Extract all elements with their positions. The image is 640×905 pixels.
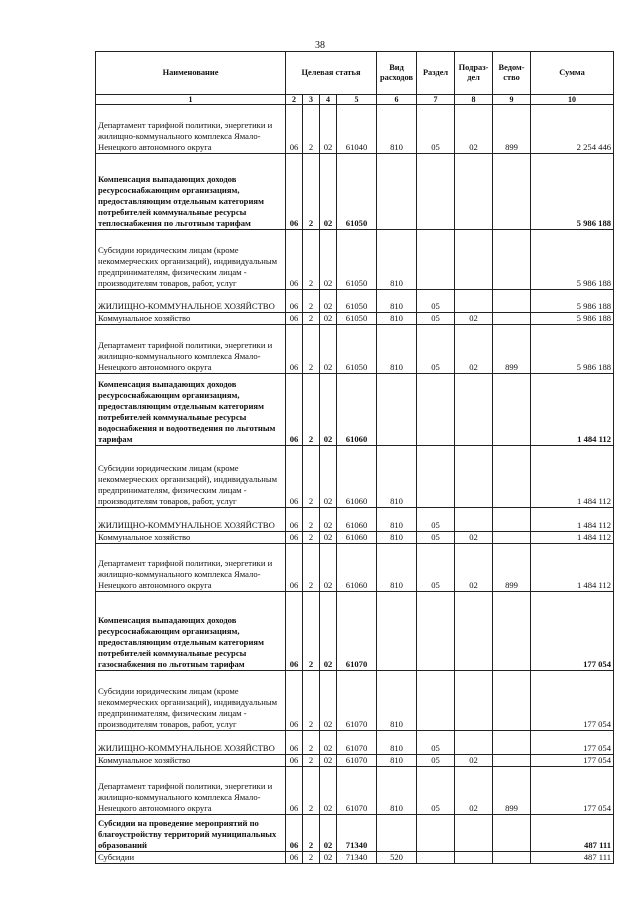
row-target-code-4: 61070 (337, 731, 377, 755)
page-number: 38 (315, 40, 325, 51)
row-name: Коммунальное хозяйство (96, 532, 286, 544)
column-number: 7 (417, 95, 455, 105)
row-section: 05 (417, 325, 455, 374)
row-name: Субсидии на проведение мероприятий по благоустройству территорий муниципальных образований (96, 815, 286, 852)
row-subsection: 02 (455, 105, 493, 154)
row-target-code-4: 61060 (337, 446, 377, 508)
row-subsection: 02 (455, 755, 493, 767)
column-number: 9 (493, 95, 531, 105)
row-department (493, 815, 531, 852)
row-amount: 5 986 188 (531, 230, 614, 290)
table-row (96, 325, 614, 374)
row-target-code-1: 06 (286, 154, 303, 230)
row-target-code-1: 06 (286, 544, 303, 592)
row-target-code-1: 06 (286, 671, 303, 731)
table-row (96, 544, 614, 592)
row-target-code-3: 02 (320, 325, 337, 374)
row-target-code-1: 06 (286, 230, 303, 290)
row-target-code-2: 2 (303, 767, 320, 815)
row-subsection (455, 852, 493, 864)
row-target-code-4: 61060 (337, 532, 377, 544)
row-target-code-3: 02 (320, 815, 337, 852)
table-row (96, 230, 614, 290)
row-amount: 2 254 446 (531, 105, 614, 154)
row-expense-type: 810 (377, 290, 417, 313)
row-target-code-1: 06 (286, 755, 303, 767)
row-section (417, 230, 455, 290)
row-subsection (455, 592, 493, 671)
row-target-code-1: 06 (286, 290, 303, 313)
row-name: Компенсация выпадающих доходов ресурсоснабжающим организациям, предоставляющим отдельным категориям потребителей коммунальные ресурсы теплоснабжения по льготным тарифам (96, 154, 286, 230)
row-target-code-1: 06 (286, 767, 303, 815)
row-target-code-1: 06 (286, 105, 303, 154)
row-target-code-3: 02 (320, 290, 337, 313)
row-target-code-2: 2 (303, 290, 320, 313)
column-number: 2 (286, 95, 303, 105)
row-name: Департамент тарифной политики, энергетики и жилищно-коммунального комплекса Ямало-Ненецкого автономного округа (96, 325, 286, 374)
table-row (96, 671, 614, 731)
row-expense-type: 810 (377, 767, 417, 815)
row-target-code-2: 2 (303, 592, 320, 671)
row-name: Департамент тарифной политики, энергетики и жилищно-коммунального комплекса Ямало-Ненецкого автономного округа (96, 767, 286, 815)
row-subsection: 02 (455, 313, 493, 325)
row-name: Департамент тарифной политики, энергетики и жилищно-коммунального комплекса Ямало-Ненецкого автономного округа (96, 544, 286, 592)
row-target-code-2: 2 (303, 671, 320, 731)
row-section (417, 815, 455, 852)
row-target-code-4: 61070 (337, 592, 377, 671)
row-target-code-3: 02 (320, 532, 337, 544)
row-target-code-2: 2 (303, 325, 320, 374)
row-target-code-1: 06 (286, 508, 303, 532)
row-expense-type: 520 (377, 852, 417, 864)
row-section (417, 852, 455, 864)
row-target-code-4: 61050 (337, 290, 377, 313)
row-section: 05 (417, 544, 455, 592)
row-section: 05 (417, 508, 455, 532)
row-amount: 5 986 188 (531, 313, 614, 325)
row-department (493, 508, 531, 532)
row-subsection: 02 (455, 532, 493, 544)
row-target-code-1: 06 (286, 852, 303, 864)
table-row (96, 592, 614, 671)
row-department (493, 446, 531, 508)
row-subsection: 02 (455, 325, 493, 374)
row-section (417, 446, 455, 508)
header-row (96, 52, 614, 95)
row-target-code-2: 2 (303, 508, 320, 532)
row-target-code-3: 02 (320, 446, 337, 508)
column-number: 3 (303, 95, 320, 105)
row-amount: 177 054 (531, 592, 614, 671)
row-section: 05 (417, 313, 455, 325)
column-number: 5 (337, 95, 377, 105)
row-name: Департамент тарифной политики, энергетики и жилищно-коммунального комплекса Ямало-Ненецкого автономного округа (96, 105, 286, 154)
table-row (96, 374, 614, 446)
row-target-code-4: 61050 (337, 230, 377, 290)
table-row (96, 767, 614, 815)
row-department (493, 852, 531, 864)
header-target-article: Целевая статья (286, 52, 377, 95)
table-row (96, 105, 614, 154)
row-target-code-2: 2 (303, 154, 320, 230)
row-name: Субсидии (96, 852, 286, 864)
row-target-code-4: 61050 (337, 325, 377, 374)
row-section: 05 (417, 532, 455, 544)
row-target-code-4: 61070 (337, 767, 377, 815)
row-amount: 1 484 112 (531, 446, 614, 508)
column-number: 8 (455, 95, 493, 105)
row-target-code-2: 2 (303, 374, 320, 446)
row-name: Субсидии юридическим лицам (кроме некоммерческих организаций), индивидуальным предпринимателям, физическим лицам - производителям товаров, работ, услуг (96, 230, 286, 290)
row-target-code-2: 2 (303, 313, 320, 325)
row-subsection (455, 230, 493, 290)
row-subsection (455, 290, 493, 313)
header-department: Ведом-ство (493, 52, 531, 95)
row-target-code-3: 02 (320, 154, 337, 230)
row-target-code-2: 2 (303, 755, 320, 767)
row-target-code-3: 02 (320, 313, 337, 325)
row-target-code-1: 06 (286, 532, 303, 544)
table-row (96, 532, 614, 544)
table-row (96, 815, 614, 852)
row-target-code-4: 61070 (337, 755, 377, 767)
row-department (493, 592, 531, 671)
row-amount: 5 986 188 (531, 325, 614, 374)
row-department: 899 (493, 767, 531, 815)
row-section (417, 592, 455, 671)
row-target-code-4: 61050 (337, 313, 377, 325)
row-target-code-2: 2 (303, 544, 320, 592)
row-name: Компенсация выпадающих доходов ресурсоснабжающим организациям, предоставляющим отдельным категориям потребителей коммунальные ресурсы водоснабжения и водоотведения по льготным тарифам (96, 374, 286, 446)
row-target-code-2: 2 (303, 446, 320, 508)
row-target-code-2: 2 (303, 230, 320, 290)
table-row (96, 731, 614, 755)
row-expense-type: 810 (377, 532, 417, 544)
row-subsection (455, 154, 493, 230)
column-number: 1 (96, 95, 286, 105)
row-target-code-4: 61060 (337, 374, 377, 446)
row-section: 05 (417, 755, 455, 767)
row-amount: 177 054 (531, 767, 614, 815)
row-target-code-1: 06 (286, 731, 303, 755)
row-expense-type: 810 (377, 755, 417, 767)
row-target-code-3: 02 (320, 755, 337, 767)
row-subsection (455, 815, 493, 852)
row-department: 899 (493, 544, 531, 592)
row-target-code-2: 2 (303, 815, 320, 852)
row-expense-type: 810 (377, 508, 417, 532)
row-subsection (455, 671, 493, 731)
header-subsection: Подраз-дел (455, 52, 493, 95)
row-amount: 487 111 (531, 815, 614, 852)
row-name: Коммунальное хозяйство (96, 755, 286, 767)
row-department (493, 313, 531, 325)
row-section (417, 671, 455, 731)
row-department (493, 374, 531, 446)
row-target-code-3: 02 (320, 508, 337, 532)
header-expense-type: Вид расходов (377, 52, 417, 95)
row-expense-type (377, 154, 417, 230)
row-name: ЖИЛИЩНО-КОММУНАЛЬНОЕ ХОЗЯЙСТВО (96, 290, 286, 313)
row-amount: 177 054 (531, 671, 614, 731)
row-target-code-3: 02 (320, 374, 337, 446)
row-target-code-3: 02 (320, 671, 337, 731)
row-department (493, 154, 531, 230)
row-target-code-2: 2 (303, 105, 320, 154)
row-expense-type: 810 (377, 313, 417, 325)
table-row (96, 852, 614, 864)
row-name: Субсидии юридическим лицам (кроме некоммерческих организаций), индивидуальным предпринимателям, физическим лицам - производителям товаров, работ, услуг (96, 446, 286, 508)
row-expense-type: 810 (377, 446, 417, 508)
row-name: Субсидии юридическим лицам (кроме некоммерческих организаций), индивидуальным предпринимателям, физическим лицам - производителям товаров, работ, услуг (96, 671, 286, 731)
column-number: 4 (320, 95, 337, 105)
row-subsection: 02 (455, 544, 493, 592)
row-department: 899 (493, 325, 531, 374)
row-name: ЖИЛИЩНО-КОММУНАЛЬНОЕ ХОЗЯЙСТВО (96, 508, 286, 532)
row-section: 05 (417, 731, 455, 755)
header-section: Раздел (417, 52, 455, 95)
row-target-code-1: 06 (286, 325, 303, 374)
row-subsection (455, 446, 493, 508)
table-row (96, 290, 614, 313)
row-target-code-4: 71340 (337, 815, 377, 852)
row-target-code-4: 61040 (337, 105, 377, 154)
table-row (96, 446, 614, 508)
header-name: Наименование (96, 52, 286, 95)
row-target-code-3: 02 (320, 105, 337, 154)
row-amount: 1 484 112 (531, 374, 614, 446)
row-target-code-4: 61050 (337, 154, 377, 230)
row-amount: 1 484 112 (531, 532, 614, 544)
row-department (493, 731, 531, 755)
row-expense-type (377, 374, 417, 446)
row-target-code-1: 06 (286, 446, 303, 508)
row-target-code-2: 2 (303, 852, 320, 864)
row-target-code-1: 06 (286, 592, 303, 671)
row-target-code-2: 2 (303, 731, 320, 755)
row-amount: 177 054 (531, 755, 614, 767)
row-target-code-1: 06 (286, 374, 303, 446)
row-section: 05 (417, 105, 455, 154)
table-row (96, 508, 614, 532)
row-subsection (455, 731, 493, 755)
row-department (493, 290, 531, 313)
row-expense-type: 810 (377, 230, 417, 290)
row-expense-type: 810 (377, 671, 417, 731)
row-section (417, 154, 455, 230)
row-target-code-3: 02 (320, 592, 337, 671)
row-target-code-3: 02 (320, 767, 337, 815)
row-target-code-3: 02 (320, 230, 337, 290)
row-expense-type (377, 815, 417, 852)
row-department (493, 755, 531, 767)
row-department (493, 671, 531, 731)
column-number: 10 (531, 95, 614, 105)
row-target-code-4: 61060 (337, 544, 377, 592)
row-amount: 487 111 (531, 852, 614, 864)
row-target-code-2: 2 (303, 532, 320, 544)
row-subsection (455, 508, 493, 532)
row-target-code-3: 02 (320, 544, 337, 592)
row-expense-type: 810 (377, 325, 417, 374)
row-expense-type: 810 (377, 731, 417, 755)
row-amount: 5 986 188 (531, 290, 614, 313)
header-amount: Сумма (531, 52, 614, 95)
column-number: 6 (377, 95, 417, 105)
row-subsection (455, 374, 493, 446)
row-section: 05 (417, 290, 455, 313)
row-expense-type (377, 592, 417, 671)
row-target-code-4: 71340 (337, 852, 377, 864)
row-target-code-3: 02 (320, 731, 337, 755)
row-department (493, 230, 531, 290)
row-section: 05 (417, 767, 455, 815)
row-target-code-1: 06 (286, 815, 303, 852)
table-row (96, 755, 614, 767)
row-expense-type: 810 (377, 544, 417, 592)
row-amount: 177 054 (531, 731, 614, 755)
row-section (417, 374, 455, 446)
row-amount: 1 484 112 (531, 508, 614, 532)
column-number-row (96, 95, 614, 105)
row-department: 899 (493, 105, 531, 154)
row-name: Компенсация выпадающих доходов ресурсоснабжающим организациям, предоставляющим отдельным категориям потребителей коммунальные ресурсы газоснабжения по льготным тарифам (96, 592, 286, 671)
row-target-code-1: 06 (286, 313, 303, 325)
row-expense-type: 810 (377, 105, 417, 154)
budget-table (95, 51, 614, 864)
row-name: ЖИЛИЩНО-КОММУНАЛЬНОЕ ХОЗЯЙСТВО (96, 731, 286, 755)
row-subsection: 02 (455, 767, 493, 815)
row-name: Коммунальное хозяйство (96, 313, 286, 325)
table-row (96, 154, 614, 230)
row-amount: 5 986 188 (531, 154, 614, 230)
table-row (96, 313, 614, 325)
row-department (493, 532, 531, 544)
row-amount: 1 484 112 (531, 544, 614, 592)
row-target-code-4: 61070 (337, 671, 377, 731)
row-target-code-4: 61060 (337, 508, 377, 532)
row-target-code-3: 02 (320, 852, 337, 864)
